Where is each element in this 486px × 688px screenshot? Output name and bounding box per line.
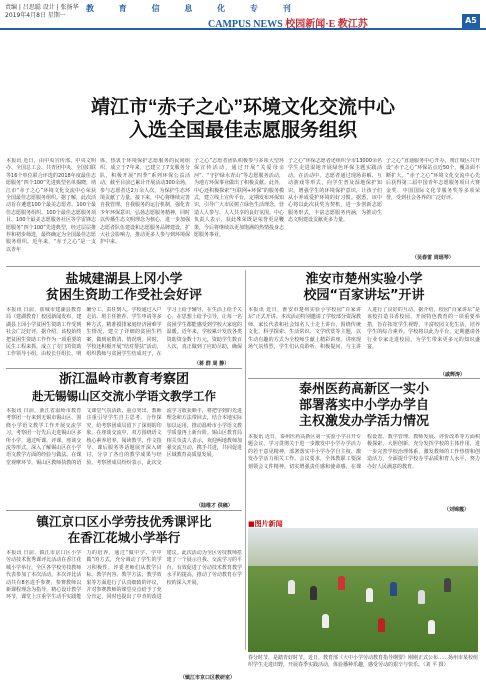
a2-body: 本报讯 日前，盐城市建湖县教育局（建湖教育）校园新闻发布，建湖县上冈小学贫困生资助工作受到社会广泛好评。据介绍，该校始终把贫困生资助工作作为一项重要的民生工程来抓，成立了专门的资助工作领导小组，由校长任组长，明确分工、责任到人。学校通过入户走访、班主任推荐、学生申请等多种方式，精准摸排家庭经济困难学生情况，建立了详细的贫困生档案，做到底数清、情况明。同时，学校还积极开展“结对帮扶”活动，组织教师与贫困学生结成对子，在学习上给予辅导，在生活上给予关心，在思想上给予引导，让每一名贫困学生都能感受到学校大家庭的温暖。近年来，学校累计发放各类资助资金数十万元，资助学生数百人次，真正做到了应助尽助，确保	[6, 307, 242, 358]
a3-body: 本报讯 日前，浙江省温岭市教育考察团一行来到无锡市锡山区，围绕小学语文教学工作开展交流学习。考察团一行先后走进锡山区多所小学，通过听课、评课、座谈交流等形式，深入了解锡山区在小学语文教学方面的经验与做法。在课堂观摩环节，锡山区教师执教的语文课堂气氛活跃、重点突出，教师注重引导学生自主思考、合作探究，给考察团成员留下了深刻的印象。在座谈交流中，双方围绕语文核心素养培养、阅读教学、作文指导、课后服务等话题展开深入研讨，分享了各自的教学成果与经验。考察团成员纷纷表示，此次交流学习收获颇丰，将把学到的先进理念和方法带回去，结合本地实际加以运用，推动温岭市小学语文教学质量再上新台阶。锡山区教育局相关负责人表示，欢迎两地教师加强交流互动，携手共进，共同促进区域教育高质量发展。	[6, 408, 242, 466]
a3-byline: （陆维才 供稿）	[196, 503, 233, 509]
a2-title: 盐城建湖县上冈小学 贫困生资助工作受社会好评	[45, 272, 202, 303]
a5-title: 泰州医药高新区一实小 部署落实中小学办学自 主权激发办学活力情况	[298, 382, 429, 429]
page-number: A5	[462, 14, 480, 28]
paper-title: CAMPUS NEWS 校园新闻·E 教江苏	[208, 19, 368, 30]
lead-col1: 本报讯 近日，由中央宣传部、中央文明办、全国总工会、共青团中央、全国妇联等16个单位联合评选的2018年度最佳志愿服务“四个100”先进典型名单揭晓，靖江市“赤子之心”环境文化交流中心荣获全国最佳志愿服务组织。据了解，此次活动旨在遴选100个最美志愿者、100个最佳志愿服务组织、100个最佳志愿服务项目、100个最美志愿服务社区等学雷锋志愿服务“四个100”先进典型，经过层层推荐和初步筛选，最终确定为全国最佳志愿服务组织。近年来，“赤子之心”是一支以青年	[6, 158, 96, 253]
lead-byline: （吴春雷 周瑶琴）	[412, 255, 454, 261]
photo-caption: 春分时节，是踏青好时节。近日，教育部《大中小学劳动教育指导纲要》刚刚正式公布……扬州市某校组织学生走进田野，开展春季实践活动，体验播种乐趣，感受劳动的艰辛与快乐。（刘 平 摄）	[248, 655, 479, 668]
a6-body: 本报讯 日前，镇江市京口区小学劳动技术优秀课评比活动在香江花城小学举行，全区各学校劳技教师代表参加了本次活动。本次评比活动共有8名选手参赛，参赛教师以新课程理念为指导，精心设计教学环节，课堂上注重学生动手实践能力的培养，通过“做中学、学中做”的方式，充分调动了学生的学习积极性。评委老师们从教学目标、教学内容、教学方法、教学效果等方面进行了认真细致的评议，并对参赛教师的课堂亮点给予了充分肯定，同时也提出了中肯的改进建议。此次活动为全区劳技教师搭建了一个展示自我、交流学习的平台，有效促进了劳动技术教育教学水平的提高，推动了劳动教育在学校的深入开展。	[6, 550, 242, 601]
a4-byline: （戚辉涛）	[440, 372, 466, 378]
a6-byline: （镇江市京口区教研室）	[180, 675, 236, 681]
lead-col2: 体，热衷于环境保护志愿服务的民间组织，成立于7年来，已建立了7支服务分队，积极开展“四季”系列环保公益活动，截至目前已累计开展活动300余场，参与志愿者达2万余人次，为保护生态环境贡献了力量。接下来，中心将继续完善自我管理、自我服务的运行机制，强化青少年环保意识，弘扬志愿服务精神，同时以传播生态文明理念为核心，进一步加强志愿者队伍建设和志愿服务品牌建设，扩大社会影响力，推动更多人参与到环境保护中来。	[100, 158, 190, 246]
divider	[6, 266, 480, 267]
a3-title: 浙江温岭市教育考察团 赴无锡锡山区交流小学语文教学工作	[32, 372, 216, 403]
photo-news-label: ■图片新闻	[248, 520, 283, 528]
a4-body: 本报讯 近日，淮安市楚州实验小学校园“百家讲坛”正式开讲。本次活动特别邀请了学校部分资深教师、家长代表和社会知名人士走上讲台，围绕传统文化、科学探索、生活常识、文学欣赏等主题，以生动有趣的方式为全校师生献上精彩讲座。讲座现场气氛热烈，学生们认真聆听、积极提问，与主讲人进行了良好的互动。据介绍，校园“百家讲坛”是该校打造书香校园、开展特色教育的一项重要举措，旨在拓宽学生视野，丰富校园文化生活，培养学生的综合素养。学校将以此为平台，定期邀请各行业专家走进校园，为学生带来更多元的知识盛宴。	[248, 307, 480, 351]
a4-title: 淮安市楚州实验小学 校园“百家讲坛”开讲	[303, 272, 425, 303]
date-line: 2019年4月8日 星期一	[5, 12, 66, 19]
a2-byline: （蒋 群 周 静）	[194, 361, 230, 367]
divider	[248, 378, 480, 379]
divider	[6, 368, 242, 369]
lead-col3: 子之心”志愿者团队积极参与多项大型环保宣传活动，通过开展“关爱母亲河”、“守护绿水青山”等志愿服务活动，为地方环保事业做出了积极贡献。此外，中心还积极探索“互联网+环保”的服务模式，建立线上宣传平台，定期发布环保知识，引导广大市民树立绿色生活理念，营造人人参与、人人共享的良好氛围。中心负责人表示，获此殊荣既是荣誉更是鞭策，今后将继续以更加饱满的热情投身志愿服务事业。	[194, 158, 284, 239]
a5-byline: （刘锦霞）	[444, 507, 470, 513]
a6-title: 镇江京口区小学劳技优秀课评比 在香江花城小学举行	[36, 514, 212, 545]
news-photo	[248, 528, 478, 652]
lead-title-line1: 靖江市“赤子之心”环境文化交流中心	[90, 97, 395, 118]
column-divider	[245, 270, 246, 650]
masthead-editor-info	[5, 4, 79, 20]
editor-line: 责编 | 吕思聪 设计 | 张扬华	[5, 4, 79, 11]
a5-body: 本报讯 近日，泰州医药高新区第一实验小学召开专题会议，学习贯彻关于进一步激发中小学办学活力的若干意见精神，部署落实中小学办学自主权、激发办学活力相关工作。会议要求，全体教职工要深刻领会文件精神，切实增强责任感和使命感，在课程设置、教学管理、教师发展、评价改革等方面积极探索，大胆创新，充分发挥学校的主体作用，进一步完善学校治理体系，激发教师的工作热情和创造活力，全面提升学校办学品质和育人水平，努力办好人民满意的教育。	[248, 434, 480, 470]
lead-col5: 子之心”直通服务中心开办，靖江城区共开设“赤子之心”环保站点近50个，覆盖面不断扩大。“赤子之心”环境文化交流中心先后获得第二届中国青年志愿服务项目大赛金奖、中国国际文化节服务奖等多项荣誉，受到社会各界的广泛好评。	[386, 158, 480, 202]
lead-col4: 子之心”环保志愿者还组织全市13000余名学生走进湿地开展绿色环保主题实践活动。在活动中，志愿者通过现场讲解、互动游戏等形式，向学生普及湿地保护知识，增强学生的环境保护意识，让孩子们从小养成爱护环境的好习惯。据悉，该中心将以此次获奖为契机，进一步创新志愿服务形式，丰富志愿服务内涵，为推动生态文明建设贡献更多力量。	[288, 158, 382, 224]
lead-title-line2: 入选全国最佳志愿服务组织	[128, 120, 357, 141]
masthead-bar	[0, 0, 486, 30]
edition-band: 教 育 信 息 化 专 刊	[86, 4, 302, 13]
divider	[6, 510, 242, 511]
